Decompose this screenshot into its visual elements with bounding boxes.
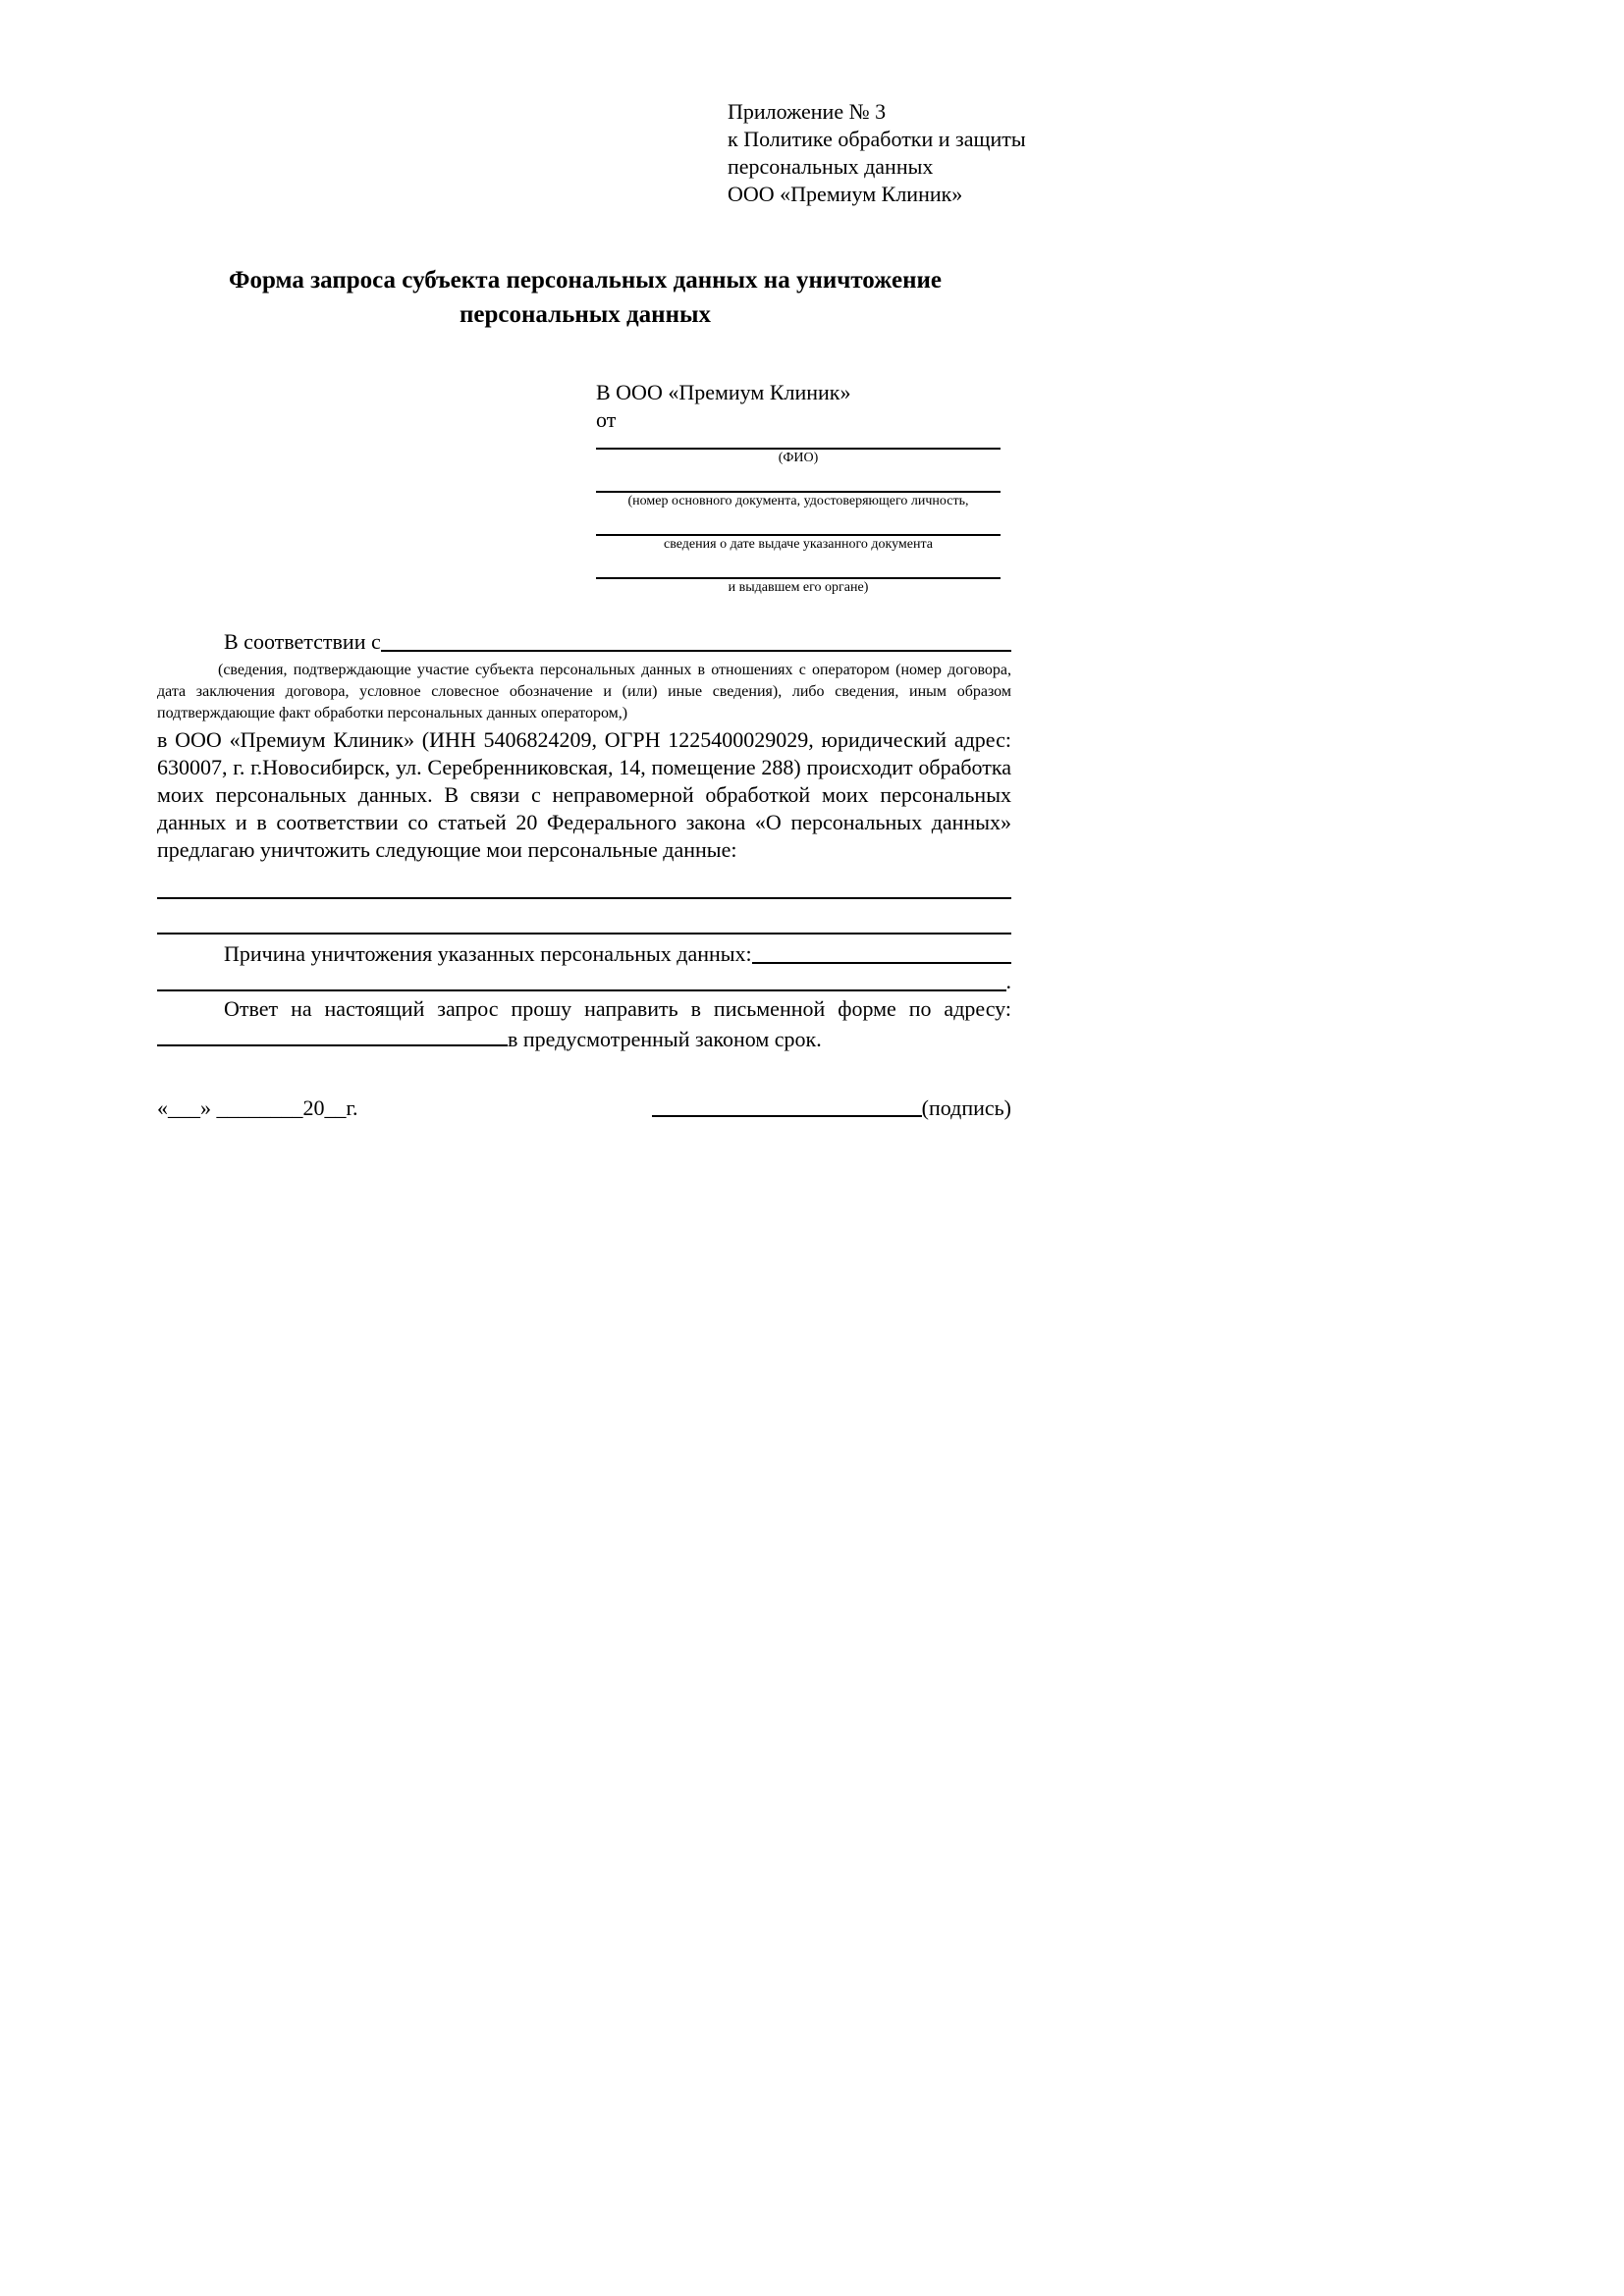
- period-text: .: [1005, 969, 1011, 993]
- reason-row: [157, 940, 1011, 968]
- recipient-to: В ООО «Премиум Клиник»: [596, 380, 851, 404]
- document-body: [157, 628, 1011, 1122]
- main-paragraph: в ООО «Премиум Клиник» (ИНН 5406824209, ОГРН 1225400029029, юридический адрес: 630007, г. г.Новосибирск, ул. Серебренниковская, 14, помещение 288) происходит обработка моих персональных данных. В связи с неправомерной обработкой моих персональных данных и в соответствии со статьей 20 Федерального закона «О персональных данных» предлагаю уничтожить следующие мои персональные данные:: [157, 727, 1011, 862]
- document-number-caption: (номер основного документа, удостоверяющего личность,: [627, 494, 969, 508]
- document-title-line: Форма запроса субъекта персональных данных на уничтожение: [229, 267, 942, 294]
- document-issuer-fill-line: [596, 563, 1001, 579]
- fio-caption: (ФИО): [778, 451, 819, 465]
- recipient-from-label: от: [596, 407, 617, 432]
- annex-line: ООО «Премиум Клиник»: [728, 182, 963, 206]
- reply-sentence: Ответ на настоящий запрос прошу направить в письменной форме по адресу:: [224, 996, 1011, 1021]
- reason-fill-line: [752, 940, 1011, 964]
- personal-data-fill-line: [157, 899, 1011, 934]
- reply-address-row: [157, 1023, 1011, 1053]
- according-label: В соответствии с: [224, 629, 381, 654]
- date-line: «___» ________20__г.: [157, 1095, 358, 1120]
- address-fill-line: [157, 1023, 508, 1046]
- document-title: [157, 263, 1013, 332]
- annex-line: Приложение № 3: [728, 99, 887, 124]
- document-number-fill-line: [596, 477, 1001, 493]
- document-issuer-caption: и выдавшем его органе): [728, 580, 869, 595]
- fine-print-note: (сведения, подтверждающие участие субъекта персональных данных в отношениях с оператором (номер договора, дата заключения договора, условное словесное обозначение и (или) иные сведения), либо сведения, иным образом подтверждающие факт обработки персональных данных оператором,): [157, 662, 1011, 721]
- footer-row: [157, 1095, 1011, 1122]
- document-date-caption: сведения о дате выдаче указанного документа: [664, 537, 933, 552]
- personal-data-fill-line: [157, 864, 1011, 899]
- signature-group: [652, 1095, 1011, 1122]
- annex-line: персональных данных: [728, 154, 934, 179]
- annex-block: [728, 98, 1026, 208]
- signature-caption: (подпись): [921, 1095, 1011, 1120]
- fio-fill-line: [596, 434, 1001, 450]
- document-title-line: персональных данных: [459, 301, 712, 328]
- according-row: [157, 628, 1011, 656]
- basis-fill-line: [381, 628, 1011, 652]
- reason-continuation-row: [157, 968, 1011, 995]
- recipient-block: [596, 379, 1001, 607]
- annex-line: к Политике обработки и защиты: [728, 127, 1026, 151]
- reply-tail: в предусмотренный законом срок.: [508, 1027, 822, 1051]
- reason-fill-line: [157, 968, 1006, 991]
- reason-label: Причина уничтожения указанных персональных данных:: [224, 941, 752, 966]
- document-date-fill-line: [596, 520, 1001, 536]
- signature-fill-line: [652, 1115, 922, 1117]
